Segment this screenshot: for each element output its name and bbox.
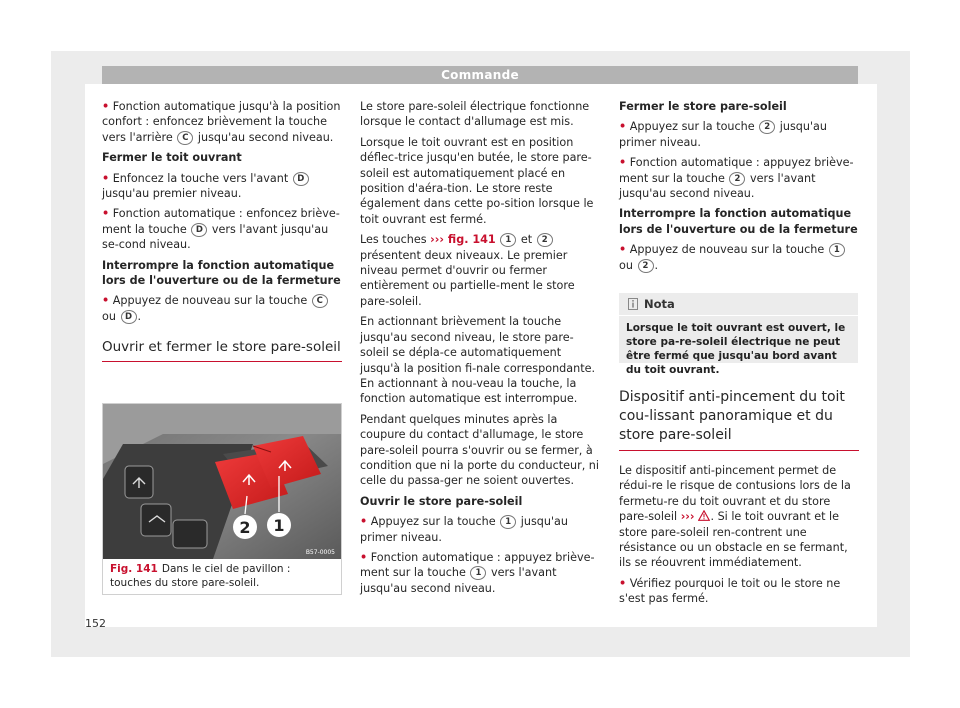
key-2-badge: 2 (729, 172, 745, 186)
bullet-icon: • (102, 294, 110, 308)
list-item: • Appuyez de nouveau sur la touche 1 ou 2 . (619, 242, 859, 273)
list-item: • Fonction automatique : appuyez briève-ment sur la touche 1 vers l'avant jusqu'au second niveau. (360, 550, 595, 595)
bullet-icon: • (619, 156, 627, 170)
key-1-badge: 1 (829, 243, 845, 257)
paragraph: Le dispositif anti-pincement permet de rédui-re le risque de contusions lors de la fermetu-re du toit ouvrant et du store pare-soleil ››› . Si le toit ouvrant et le store pare-soleil ren-contrent une résistance ou un obstacle en se fermant, ils se réouvrent immédiatement. (619, 464, 851, 570)
list-item: • Vérifiez pourquoi le toit ou le store ne s'est pas fermé. (619, 576, 841, 606)
bullet-icon: • (619, 243, 627, 257)
section-title-sunshade: Ouvrir et fermer le store pare-soleil (102, 338, 342, 362)
figure-code: B57-0005 (305, 549, 335, 556)
key-2-badge: 2 (638, 259, 654, 273)
column-1 (102, 99, 342, 374)
list-item: • Appuyez de nouveau sur la touche C ou D . (102, 293, 342, 324)
column-3-lower (619, 374, 859, 612)
note-text: Lorsque le toit ouvrant est ouvert, le store pa-re-soleil électrique ne peut être fermé que jusqu'au bord avant du toit ouvrant. (626, 322, 846, 376)
bullet-icon: • (360, 550, 368, 564)
note-header (619, 293, 858, 316)
subheading-interrupt: Interrompre la fonction automatique lors de l'ouverture ou de la fermeture (619, 207, 858, 236)
note-title: Nota (644, 297, 675, 311)
key-2-badge: 2 (537, 233, 553, 247)
bullet-icon: • (360, 515, 368, 529)
key-1-badge: 1 (470, 566, 486, 580)
subheading-open-sunshade: Ouvrir le store pare-soleil (360, 494, 523, 508)
column-3 (619, 99, 859, 278)
warning-icon (698, 510, 710, 521)
bullet-icon: • (102, 207, 110, 221)
key-c-badge: C (312, 294, 328, 308)
callout-2-label: 2 (239, 518, 251, 537)
bullet-icon: • (102, 171, 110, 185)
key-d-badge: D (191, 223, 207, 237)
figure-caption: Fig. 141 Dans le ciel de pavillon : touches du store pare-soleil. (110, 563, 291, 589)
callout-1-label: 1 (273, 516, 285, 535)
bullet-icon: • (619, 576, 627, 590)
page-number: 152 (85, 617, 106, 630)
bullet-icon: • (102, 100, 110, 113)
paragraph: Lorsque le toit ouvrant est en position déflec-trice jusqu'en butée, le store pare-soleil est automatiquement placé en position d'aéra-tion. Le store reste également dans cette po-sition lorsque le toit ouvrant est fermé. (360, 135, 594, 226)
list-item: • Fonction automatique : appuyez briève-ment sur la touche 2 vers l'avant jusqu'au second niveau. (619, 156, 854, 201)
paragraph: Pendant quelques minutes après la coupure du contact d'allumage, le store pare-soleil pourra s'ouvrir ou se fermer, à condition que ni la porte du conducteur, ni celle du passa-ger ne soient ouvertes. (360, 412, 600, 488)
list-item: • Appuyez sur la touche 2 jusqu'au primer niveau. (619, 120, 828, 149)
figure-141 (102, 403, 342, 595)
key-1-badge: 1 (500, 233, 516, 247)
bullet-icon: • (619, 120, 627, 134)
list-item: • Fonction automatique jusqu'à la position confort : enfoncez brièvement la touche vers l'arrière C jusqu'au second niveau. (102, 100, 341, 144)
subheading-close-roof: Fermer le toit ouvrant (102, 151, 242, 165)
key-2-badge: 2 (759, 120, 775, 134)
key-d-badge: D (293, 172, 309, 186)
key-1-badge: 1 (500, 515, 516, 529)
warning-link[interactable]: ››› (681, 510, 711, 523)
paragraph: Le store pare-soleil électrique fonctionne lorsque le contact d'allumage est mis. (360, 100, 590, 129)
list-item: • Fonction automatique : enfoncez briève-ment la touche D vers l'avant jusqu'au se-cond niveau. (102, 207, 340, 252)
key-c-badge: C (177, 131, 193, 145)
note-box (619, 293, 858, 376)
section-title-anti-pinch: Dispositif anti-pincement du toit cou-lissant panoramique et du store pare-soleil (619, 388, 859, 451)
page-header: Commande (102, 66, 858, 84)
subheading-interrupt: Interrompre la fonction automatique lors de l'ouverture ou de la fermeture (102, 258, 341, 288)
key-d-badge: D (121, 310, 137, 324)
info-icon (628, 298, 638, 310)
column-2 (360, 99, 600, 601)
figure-link[interactable]: ››› fig. 141 (430, 233, 496, 247)
paragraph: En actionnant brièvement la touche jusqu'au second niveau, le store pare-soleil se dépla-ce automatiquement jusqu'à la position fi-nale correspondante. En actionnant à nou-veau la touche, la fonction automatique est interrompue. (360, 315, 596, 406)
list-item: • Enfoncez la touche vers l'avant D jusqu'au premier niveau. (102, 171, 342, 202)
list-item: • Appuyez sur la touche 1 jusqu'au primer niveau. (360, 515, 569, 544)
paragraph: Les touches ››› fig. 141 1 et 2 présentent deux niveaux. Le premier niveau permet d'ouvrir ou fermer entièrement ou partielle-ment le store pare-soleil. (360, 233, 575, 308)
subheading-close-sunshade: Fermer le store pare-soleil (619, 100, 787, 113)
